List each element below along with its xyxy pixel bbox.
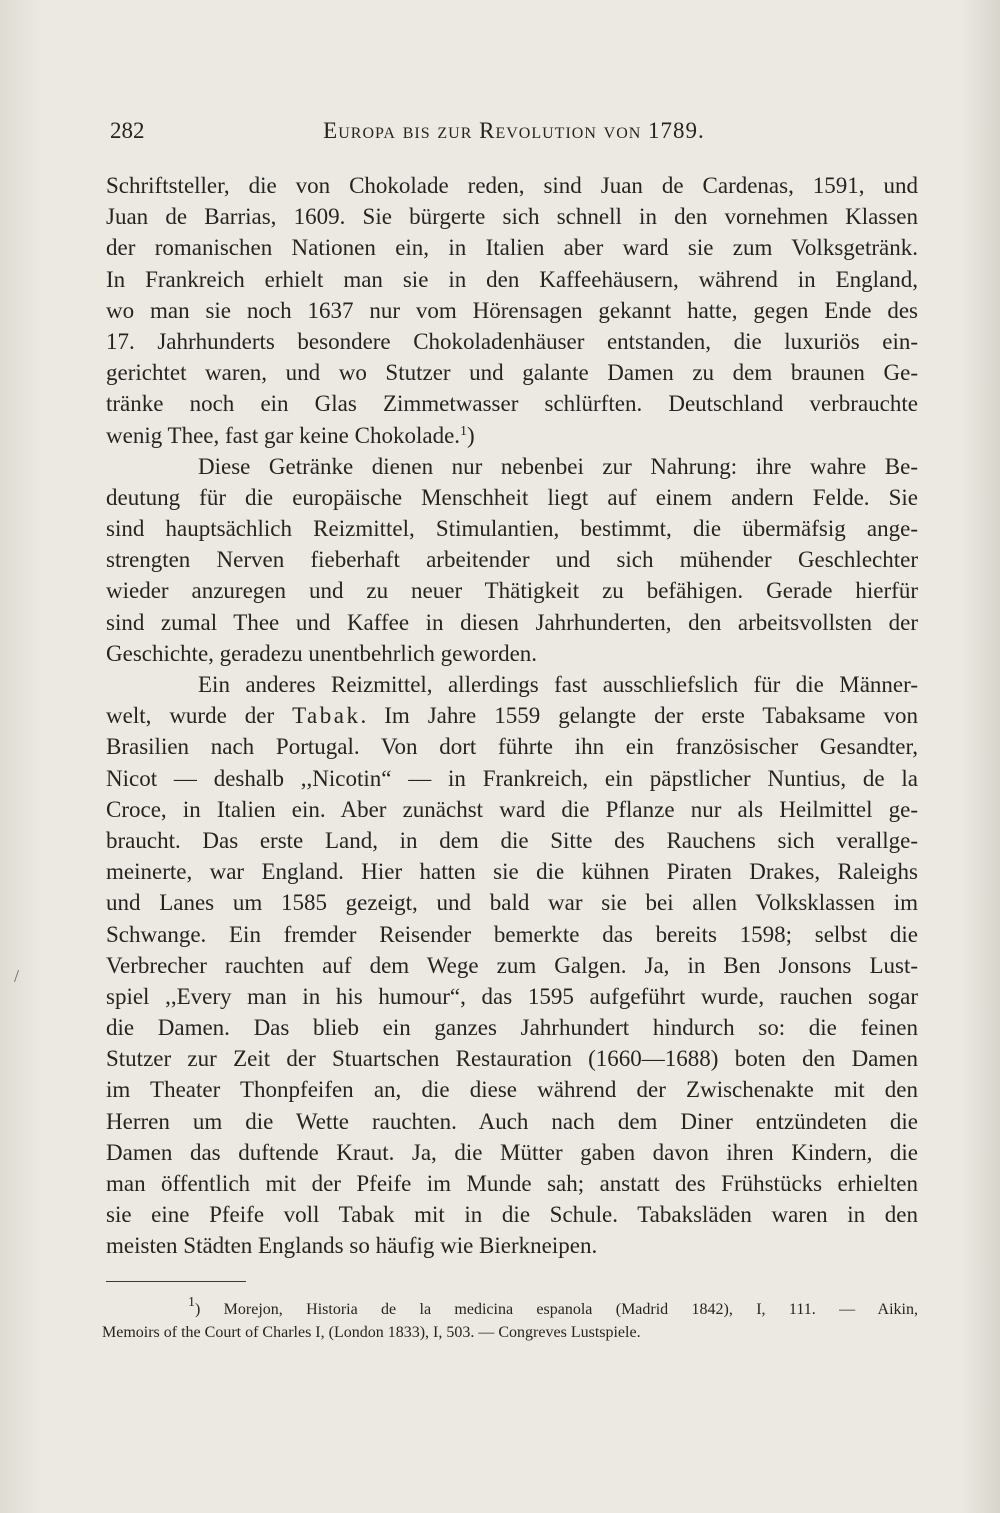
- text-line: meinerte, war England. Hier hatten sie die kühnen Piraten Drakes, Raleighs: [106, 859, 918, 885]
- text-line: welt, wurde der Tabak. Im Jahre 1559 gelangte der erste Tabaksame von: [106, 703, 918, 729]
- text-line: sie eine Pfeife voll Tabak mit in die Schule. Tabaksläden waren in den: [106, 1202, 918, 1228]
- text-line: Juan de Barrias, 1609. Sie bürgerte sich schnell in den vornehmen Klassen: [106, 204, 918, 230]
- margin-mark: /: [14, 966, 20, 986]
- running-title: Europa bis zur Revolution von 1789.: [323, 118, 705, 143]
- text-line: Schriftsteller, die von Chokolade reden, sind Juan de Cardenas, 1591, und: [106, 173, 918, 198]
- text-line: Ein anderes Reizmittel, allerdings fast ausschliefslich für die Männer-: [198, 672, 918, 697]
- text-line: Brasilien nach Portugal. Von dort führte ihn ein französischer Gesandter,: [106, 734, 918, 760]
- text-line: Diese Getränke dienen nur nebenbei zur Nahrung: ihre wahre Be-: [198, 453, 918, 479]
- text-line: Stutzer zur Zeit der Stuartschen Restauration (1660—1688) boten den Damen: [106, 1046, 918, 1072]
- text-line: wo man sie noch 1637 nur vom Hörensagen gekannt hatte, gegen Ende des: [106, 297, 918, 323]
- text-line: Verbrecher rauchten auf dem Wege zum Galgen. Ja, in Ben Jonsons Lust-: [106, 952, 918, 978]
- footnote-reference: 1: [460, 423, 468, 439]
- text-line: die Damen. Das blieb ein ganzes Jahrhundert hindurch so: die feinen: [106, 1015, 918, 1041]
- text-line: spiel ,,Every man in his humour“, das 1595 aufgeführt wurde, rauchen sogar: [106, 983, 918, 1009]
- text-line: strengten Nerven fieberhaft arbeitender und sich mühender Geschlechter: [106, 547, 918, 573]
- footnote-line: [102, 1295, 918, 1321]
- text-line: deutung für die europäische Menschheit liegt auf einem andern Felde. Sie: [106, 484, 918, 510]
- footnotes: [102, 1295, 918, 1344]
- footnote-marker: 1: [188, 1295, 195, 1310]
- footnote-reference-suffix: ): [467, 422, 475, 448]
- footnote-divider: [106, 1281, 246, 1282]
- text-line: Croce, in Italien ein. Aber zunächst ward die Pflanze nur als Heilmittel ge-: [106, 796, 918, 822]
- page-number: 282: [110, 118, 145, 143]
- text-line: meisten Städten Englands so häufig wie Bierkneipen.: [106, 1233, 598, 1259]
- paragraph: [106, 451, 918, 669]
- text-line: tränke noch ein Glas Zimmetwasser schlürften. Deutschland verbrauchte: [106, 391, 918, 417]
- paragraph: [106, 669, 918, 1262]
- body-text: [106, 170, 918, 1262]
- page-header: [110, 114, 918, 148]
- text-line: Nicot — deshalb ,,Nicotin“ — in Frankreich, ein päpstlicher Nuntius, de la: [106, 765, 918, 791]
- text-line: In Frankreich erhielt man sie in den Kaffeehäusern, während in England,: [106, 266, 918, 292]
- text-line: Herren um die Wette rauchten. Auch nach dem Diner entzündeten die: [106, 1108, 918, 1134]
- footnote-line: Memoirs of the Court of Charles I, (London 1833), I, 503. — Congreves Lustspiele.: [102, 1324, 641, 1341]
- text-line: gerichtet waren, und wo Stutzer und galante Damen zu dem braunen Ge-: [106, 360, 918, 386]
- text-line: wenig Thee, fast gar keine Chokolade.$^1$): [106, 422, 475, 448]
- text-line: braucht. Das erste Land, in dem die Sitte des Rauchens sich verallge-: [106, 827, 918, 853]
- text-line: 17. Jahrhunderts besondere Chokoladenhäuser entstanden, die luxuriös ein-: [106, 328, 918, 354]
- text-line: Schwange. Ein fremder Reisender bemerkte das bereits 1598; selbst die: [106, 921, 918, 947]
- text-line: und Lanes um 1585 gezeigt, und bald war sie bei allen Volksklassen im: [106, 890, 918, 916]
- text-line: wieder anzuregen und zu neuer Thätigkeit zu befähigen. Gerade hierfür: [106, 578, 918, 604]
- footnote-text: ) Morejon, Historia de la medicina espanola (Madrid 1842), I, 111. — Aikin,: [195, 1301, 918, 1318]
- paragraph: [106, 170, 918, 451]
- text-line: man öffentlich mit der Pfeife im Munde sah; anstatt des Frühstücks erhielten: [106, 1171, 918, 1196]
- text-line: sind zumal Thee und Kaffee in diesen Jahrhunderten, den arbeitsvollsten der: [106, 609, 918, 635]
- text-line: Geschichte, geradezu unentbehrlich geworden.: [106, 640, 538, 666]
- text-line: der romanischen Nationen ein, in Italien aber ward sie zum Volksgetränk.: [106, 235, 918, 261]
- text-line: im Theater Thonpfeifen an, die diese während der Zwischenakte mit den: [106, 1077, 918, 1103]
- text-line: sind hauptsächlich Reizmittel, Stimulantien, bestimmt, die übermäfsig ange-: [106, 516, 918, 542]
- text-line: Damen das duftende Kraut. Ja, die Mütter gaben davon ihren Kindern, die: [106, 1139, 918, 1165]
